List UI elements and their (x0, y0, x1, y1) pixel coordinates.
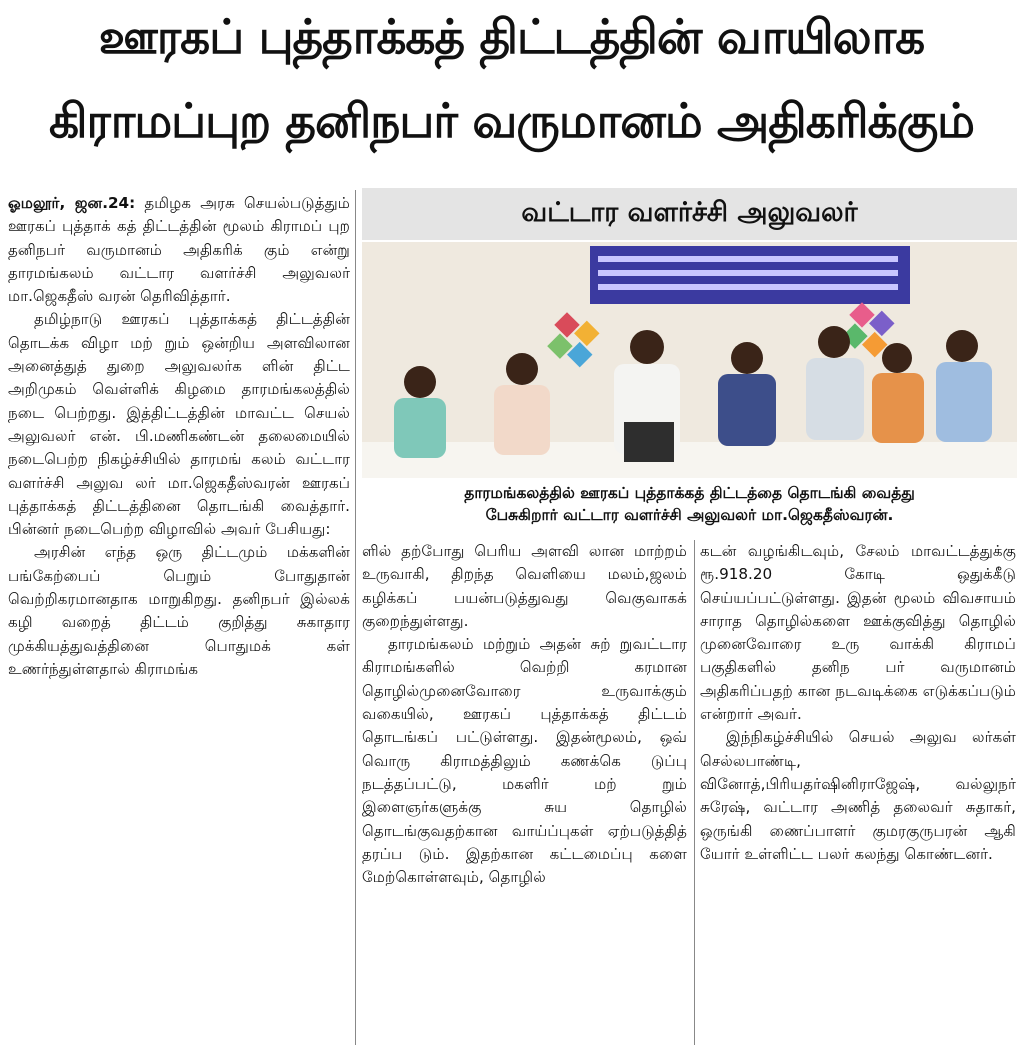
event-photo (362, 242, 1017, 478)
photo-caption-line: பேசுகிறார் வட்டார வளர்ச்சி அலுவலர் மா.ஜெகதீஸ்வரன். (485, 506, 894, 524)
headline-line-2: கிராமப்புற தனிநபர் வருமானம் அதிகரிக்கும் (48, 94, 975, 149)
article-paragraph: அரசின் எந்த ஒரு திட்டமும் மக்களின் பங்கேற்பைப் பெறும் போதுதான் வெற்றிகரமானதாக மாறுகிறது. தனிநபர் இல்லக் கழி வறைத் திட்டம் குறித்து சுகாதார முக்கியத்துவத்தினை பொதுமக் கள் உணர்ந்துள்ளதால் கிராமங்க (8, 543, 350, 678)
article-paragraph: இந்நிகழ்ச்சியில் செயல் அலுவ லர்கள் செல்லபாண்டி, வினோத்,பிரியதர்ஷினிராஜேஷ், வல்லுநர் சுரேஷ், வட்டார அணித் தலைவர் சுதாகர், ஒருங்கி ணைப்பாளர் குமரகுருபரன் ஆகி யோர் உள்ளிட்ட பலர் கலந்து கொண்டனர். (700, 728, 1016, 863)
photo-caption (362, 482, 1017, 526)
headline-line-1: ஊரகப் புத்தாக்கத் திட்டத்தின் வாயிலாக (98, 10, 925, 65)
article-column-2 (362, 540, 687, 889)
paragraph-text: தமிழக அரசு செயல்படுத்தும் ஊரகப் புத்தாக் கத் திட்டத்தின் மூலம் கிராமப் புற தனிநபர் வருமானம் அதிகரிக் கும் என்று தாரமங்கலம் வட்டார வளர்ச்சி அலுவலர் மா.ஜெகதீஸ் வரன் தெரிவித்தார். (8, 194, 350, 306)
article-column-3 (700, 540, 1016, 866)
article-paragraph: கடன் வழங்கிடவும், சேலம் மாவட்டத்துக்கு ரூ.918.20 கோடி ஒதுக்கீடு செய்யப்பட்டுள்ளது. இதன் மூலம் விவசாயம் சாராத தொழில்களை ஊக்குவித்து தொழில் முனைவோரை உரு வாக்கி கிராமப் பகுதிகளில் தனிந பர் வருமானம் அதிகரிப்பதற் கான நடவடிக்கை எடுக்கப்படும் என்றார் அவர். (700, 542, 1016, 724)
column-divider (355, 190, 356, 1045)
column-divider (694, 540, 695, 1045)
photo-banner: வட்டார வளர்ச்சி அலுவலர் (362, 188, 1017, 240)
article-column-1 (8, 192, 350, 681)
event-photo-illustration (362, 242, 1017, 478)
article-paragraph: தமிழ்நாடு ஊரகப் புத்தாக்கத் திட்டத்தின் தொடக்க விழா மற் றும் ஒன்றிய அளவிலான அனைத்துத் துறை அலுவலர்க ளின் திட்ட அறிமுகம் வெள்ளிக் கிழமை தாரமங்கலத்தில் நடை பெற்றது. இத்திட்டத்தின் மாவட்ட செயல் அலுவலர் என். பி.மணிகண்டன் தலைமையில் நடைபெற்ற நிகழ்ச்சியில் தாரமங் கலம் வட்டார வளர்ச்சி அலுவ லர் மா.ஜெகதீஸ்வரன் ஊரகப் புத்தாக்கத் திட்டத்தினை தொடங்கி வைத்தார். பின்னர் நடைபெற்ற விழாவில் அவர் பேசியது: (8, 310, 350, 539)
article-paragraph: தாரமங்கலம் மற்றும் அதன் சுற் றுவட்டார கிராமங்களில் வெற்றி கரமான தொழில்முனைவோரை உருவாக்கும் வகையில், ஊரகப் புத்தாக்கத் திட்டம் தொடங்கப் பட்டுள்ளது. இதன்மூலம், ஒவ் வொரு கிராமத்திலும் கணக்கெ டுப்பு நடத்தப்பட்டு, மகளிர் மற் றும் இளைஞர்களுக்கு சுய தொழில் தொடங்குவதற்கான வாய்ப்புகள் ஏற்படுத்தித் தரப்ப டும். இதற்கான கட்டமைப்பு களை மேற்கொள்ளவும், தொழில் (362, 635, 687, 887)
photo-caption-line: தாரமங்கலத்தில் ஊரகப் புத்தாக்கத் திட்டத்தை தொடங்கி வைத்து (464, 484, 915, 502)
dateline: ஓமலூர், ஜன.24: (8, 194, 136, 212)
photo-block (362, 188, 1017, 528)
article-paragraph: ளில் தற்போது பெரிய அளவி லான மாற்றம் உருவாகி, திறந்த வெளியை மலம்,ஜலம் கழிக்கப் பயன்படுத்துவது வெகுவாகக் குறைந்துள்ளது. (362, 542, 687, 630)
article-paragraph (8, 192, 350, 308)
